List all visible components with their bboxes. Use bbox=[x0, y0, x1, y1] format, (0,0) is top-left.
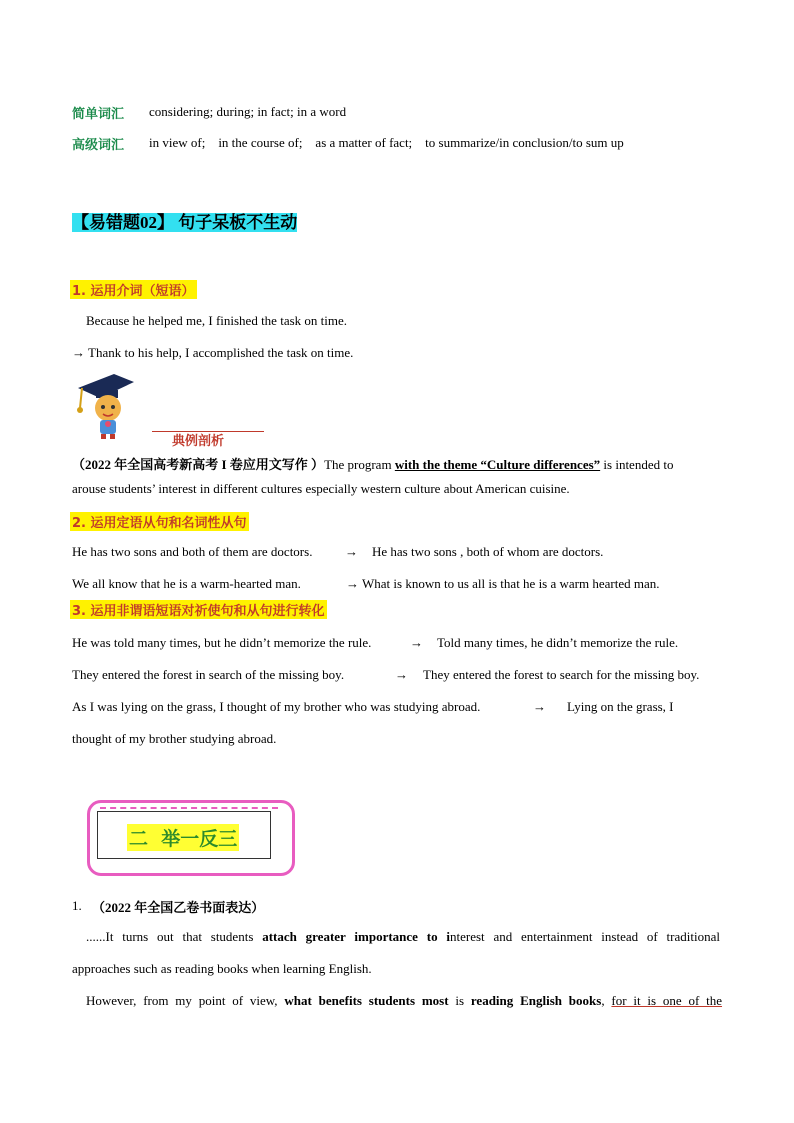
error-title-bracket: 【易错题 bbox=[72, 213, 140, 232]
section3-l1a: He was told many times, but he didn’t memorize the rule. bbox=[72, 635, 372, 650]
example-post: is intended to bbox=[600, 457, 674, 472]
exercise-p1-bold: attach greater importance to i bbox=[262, 929, 450, 944]
exercise-p2-comma: , bbox=[601, 993, 612, 1008]
section1-heading: 1. 运用介词（短语） bbox=[70, 280, 197, 299]
exercise-p2-bold1: what benefits students most bbox=[284, 993, 449, 1008]
exercise-p1-post: nterest and entertainment instead of traditional bbox=[449, 929, 720, 944]
section2-l2a: We all know that he is a warm-hearted man. bbox=[72, 576, 301, 591]
section3-arrow3: → bbox=[533, 699, 546, 714]
exercise-p2-pre: However, from my point of view, bbox=[86, 993, 285, 1008]
error-title-text: 句子呆板不生动 bbox=[174, 213, 298, 232]
part2-label: 二 举一反三 bbox=[127, 824, 239, 851]
section3-l2c: They entered the forest to search for the missing boy. bbox=[423, 667, 700, 682]
example-pre: The program bbox=[324, 457, 395, 472]
section1-line2: → Thank to his help, I accomplished the task on time. bbox=[72, 345, 354, 360]
error-title-bracket-close: 】 bbox=[157, 213, 174, 232]
error-title-number: 02 bbox=[140, 213, 157, 232]
section2-l2b: → What is known to us all is that he is a warm hearted man. bbox=[346, 576, 660, 591]
student-mascot-icon bbox=[74, 368, 140, 440]
error-title bbox=[72, 208, 297, 233]
section3-l3a: As I was lying on the grass, I thought of my brother who was studying abroad. bbox=[72, 699, 481, 714]
section3-arrow2: → bbox=[395, 667, 408, 682]
exercise-p1-pre: ......It turns out that students bbox=[86, 929, 263, 944]
section3-l3c: Lying on the grass, I bbox=[567, 699, 674, 714]
section3-heading: 3. 运用非谓语短语对祈使句和从句进行转化 bbox=[70, 600, 327, 619]
exercise-p1-line2: approaches such as reading books when learning English. bbox=[72, 961, 372, 976]
section2-l1a: He has two sons and both of them are doctors. bbox=[72, 544, 313, 559]
section3-l2a: They entered the forest in search of the missing boy. bbox=[72, 667, 345, 682]
section2-arrow1: → bbox=[345, 544, 358, 559]
simple-vocab-label: 简单词汇 bbox=[72, 107, 125, 122]
example-source: （2022 年全国高考新高考 I 卷应用文写作 ） bbox=[72, 457, 325, 472]
section3-l1c: Told many times, he didn’t memorize the rule. bbox=[437, 635, 679, 650]
exercise-number: 1. bbox=[72, 898, 82, 913]
example-caption: 典例剖析 bbox=[172, 434, 225, 449]
exercise-p2-mid: is bbox=[448, 993, 471, 1008]
example-line1 bbox=[72, 454, 673, 473]
section3-l4: thought of my brother studying abroad. bbox=[72, 731, 277, 746]
exercise-source: （2022 年全国乙卷书面表达） bbox=[92, 900, 265, 915]
exercise-p1-line1 bbox=[86, 929, 720, 945]
exercise-p2-line1 bbox=[86, 993, 722, 1009]
section3-arrow1: → bbox=[410, 635, 423, 650]
section2-l1c: He has two sons , both of whom are doctors. bbox=[372, 544, 604, 559]
exercise-p2-underlined: for it is one of the bbox=[611, 993, 723, 1008]
example-emphasis: with the theme “Culture differences” bbox=[394, 457, 601, 472]
advanced-vocab-label: 高级词汇 bbox=[72, 138, 125, 153]
exercise-p2-bold2: reading English books bbox=[470, 993, 602, 1008]
simple-vocab-text: considering; during; in fact; in a word bbox=[149, 104, 347, 119]
section1-line1: Because he helped me, I finished the task on time. bbox=[86, 313, 348, 328]
example-line2: arouse students’ interest in different cultures especially western culture about American cuisine. bbox=[72, 481, 570, 496]
section2-heading: 2. 运用定语从句和名词性从句 bbox=[70, 512, 249, 531]
advanced-vocab-text: in view of; in the course of; as a matter of fact; to summarize/in conclusion/to sum up bbox=[149, 135, 624, 150]
